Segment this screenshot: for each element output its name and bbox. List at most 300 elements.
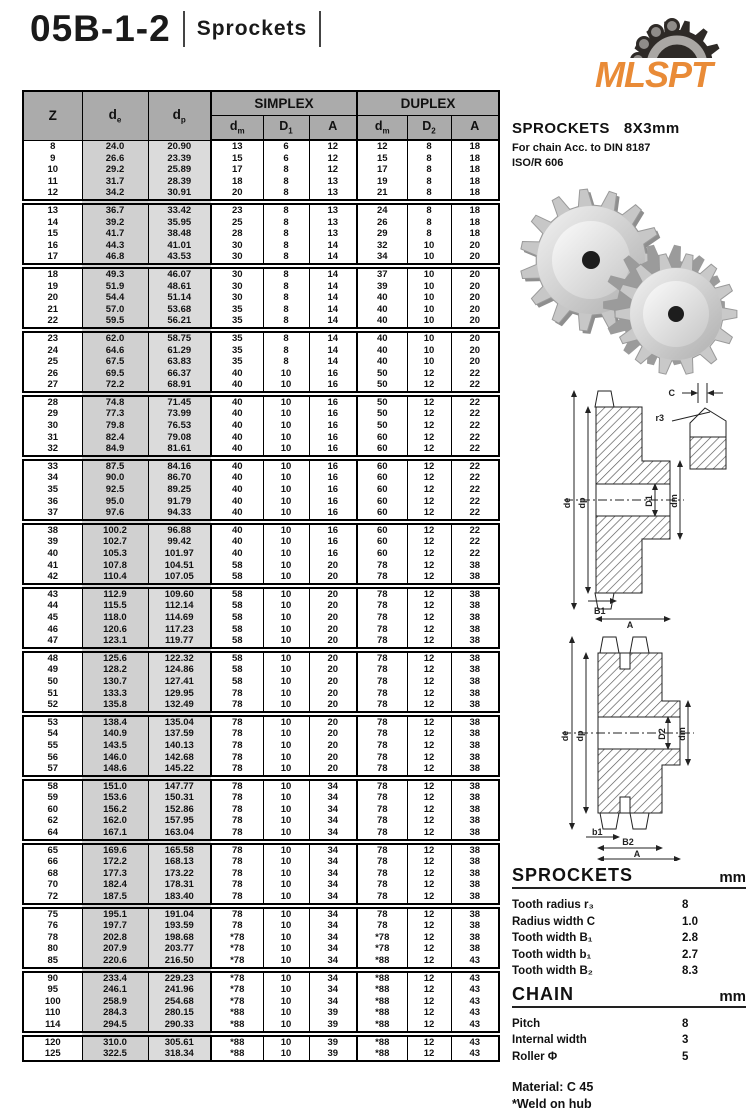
table-cell: 66 xyxy=(23,856,82,868)
table-cell: *88 xyxy=(211,1048,263,1061)
table-cell: 73.99 xyxy=(148,408,211,420)
table-row xyxy=(23,635,499,650)
sprocket-spec-list xyxy=(512,865,746,980)
row-group xyxy=(23,1034,499,1061)
table-cell: 12 xyxy=(407,443,451,458)
table-cell: 59.5 xyxy=(82,315,148,330)
table-cell: 16 xyxy=(309,522,357,537)
table-cell: 12 xyxy=(407,879,451,891)
table-cell: 34 xyxy=(309,920,357,932)
table-row xyxy=(23,868,499,880)
dim-label-dm: dm xyxy=(669,494,679,508)
table-cell: 16 xyxy=(309,432,357,444)
table-cell: 14 xyxy=(309,356,357,368)
table-cell: 16 xyxy=(309,496,357,508)
table-cell: *88 xyxy=(357,955,407,970)
table-cell: 70 xyxy=(23,879,82,891)
table-cell: 12 xyxy=(407,763,451,778)
table-row xyxy=(23,458,499,473)
table-cell: 78 xyxy=(211,728,263,740)
table-cell: 20 xyxy=(309,740,357,752)
table-cell: 10 xyxy=(263,522,309,537)
table-cell: 41.01 xyxy=(148,240,211,252)
table-cell: 12 xyxy=(407,699,451,714)
row-group xyxy=(23,970,499,1034)
table-row xyxy=(23,815,499,827)
table-row xyxy=(23,624,499,636)
table-cell: 150.31 xyxy=(148,792,211,804)
table-cell: 20 xyxy=(309,635,357,650)
table-cell: 13 xyxy=(309,187,357,202)
table-cell: 60 xyxy=(357,432,407,444)
table-cell: 26 xyxy=(357,217,407,229)
table-cell: 20 xyxy=(309,624,357,636)
weld-note: *Weld on hub xyxy=(512,1097,592,1111)
table-cell: *78 xyxy=(357,932,407,944)
table-cell: 246.1 xyxy=(82,984,148,996)
table-row xyxy=(23,548,499,560)
table-cell: 43.53 xyxy=(148,251,211,266)
table-cell: 49 xyxy=(23,664,82,676)
table-cell: 10 xyxy=(263,804,309,816)
table-row xyxy=(23,522,499,537)
table-cell: 79.08 xyxy=(148,432,211,444)
table-cell: 12 xyxy=(407,586,451,601)
table-cell: 34 xyxy=(23,472,82,484)
table-cell: 78 xyxy=(357,586,407,601)
table-cell: 16 xyxy=(309,368,357,380)
table-cell: 15 xyxy=(357,153,407,165)
table-cell: 34 xyxy=(309,879,357,891)
table-cell: 78 xyxy=(211,763,263,778)
table-cell: 43 xyxy=(451,955,499,970)
table-cell: 91.79 xyxy=(148,496,211,508)
table-cell: 28.39 xyxy=(148,176,211,188)
table-cell: 38 xyxy=(451,571,499,586)
table-cell: 55 xyxy=(23,740,82,752)
table-cell: 34 xyxy=(309,804,357,816)
table-cell: 14 xyxy=(309,266,357,281)
table-cell: 40 xyxy=(211,496,263,508)
table-cell: 78 xyxy=(357,650,407,665)
table-cell: 38 xyxy=(451,728,499,740)
table-cell: 40 xyxy=(357,330,407,345)
table-cell: 71.45 xyxy=(148,394,211,409)
table-cell: 10 xyxy=(263,458,309,473)
table-cell: 104.51 xyxy=(148,560,211,572)
table-cell: 294.5 xyxy=(82,1019,148,1034)
table-cell: 12 xyxy=(407,676,451,688)
table-cell: 14 xyxy=(309,292,357,304)
table-cell: 12 xyxy=(407,920,451,932)
din-standard: For chain Acc. to DIN 8187 xyxy=(512,142,651,154)
table-cell: 38 xyxy=(451,815,499,827)
table-cell: 29 xyxy=(357,228,407,240)
table-cell: 10 xyxy=(263,394,309,409)
table-cell: 16 xyxy=(309,379,357,394)
table-cell: 198.68 xyxy=(148,932,211,944)
table-cell: 20 xyxy=(309,571,357,586)
table-cell: 14 xyxy=(309,315,357,330)
table-cell: 310.0 xyxy=(82,1034,148,1049)
table-cell: 20 xyxy=(451,330,499,345)
brand-logo xyxy=(593,2,748,92)
table-cell: 10 xyxy=(263,932,309,944)
table-cell: 132.49 xyxy=(148,699,211,714)
table-cell: 40 xyxy=(211,522,263,537)
table-row xyxy=(23,330,499,345)
table-cell: 128.2 xyxy=(82,664,148,676)
table-cell: 13 xyxy=(309,228,357,240)
col-header-d1: $D_1$ xyxy=(263,116,309,141)
table-cell: 51.14 xyxy=(148,292,211,304)
table-cell: 77.3 xyxy=(82,408,148,420)
table-cell: 12 xyxy=(407,792,451,804)
table-cell: 34 xyxy=(309,827,357,842)
table-cell: 43 xyxy=(451,1034,499,1049)
table-cell: 8 xyxy=(407,164,451,176)
table-cell: 20 xyxy=(211,187,263,202)
table-cell: 23 xyxy=(23,330,82,345)
row-group xyxy=(23,522,499,586)
table-cell: 13 xyxy=(211,140,263,153)
table-row xyxy=(23,571,499,586)
table-cell: 78 xyxy=(357,804,407,816)
table-cell: 38 xyxy=(451,868,499,880)
table-row xyxy=(23,202,499,217)
table-cell: 10 xyxy=(263,868,309,880)
table-cell: 177.3 xyxy=(82,868,148,880)
table-cell: 34 xyxy=(309,955,357,970)
col-header-a-duplex: A xyxy=(451,116,499,141)
table-cell: 10 xyxy=(263,920,309,932)
right-panel xyxy=(512,120,746,1113)
table-row xyxy=(23,164,499,176)
table-cell: 10 xyxy=(263,600,309,612)
table-cell: 43 xyxy=(451,1019,499,1034)
table-row xyxy=(23,650,499,665)
table-cell: 60 xyxy=(357,522,407,537)
table-cell: 59 xyxy=(23,792,82,804)
table-cell: 13 xyxy=(309,176,357,188)
table-cell: 12 xyxy=(407,778,451,793)
table-cell: 10 xyxy=(407,356,451,368)
table-cell: 12 xyxy=(407,804,451,816)
spec-row: Roller Φ 5 xyxy=(512,1050,689,1063)
table-cell: 167.1 xyxy=(82,827,148,842)
table-cell: 169.6 xyxy=(82,842,148,857)
table-cell: 40 xyxy=(211,379,263,394)
row-group xyxy=(23,266,499,330)
table-cell: 12 xyxy=(407,996,451,1008)
table-row xyxy=(23,315,499,330)
table-cell: 26 xyxy=(23,368,82,380)
table-cell: 127.41 xyxy=(148,676,211,688)
table-row xyxy=(23,484,499,496)
row-group xyxy=(23,458,499,522)
table-cell: *88 xyxy=(357,970,407,985)
table-cell: 78 xyxy=(357,752,407,764)
table-cell: 8 xyxy=(263,251,309,266)
table-cell: 10 xyxy=(263,699,309,714)
table-cell: *78 xyxy=(211,943,263,955)
table-cell: *88 xyxy=(357,1034,407,1049)
table-cell: 78 xyxy=(211,856,263,868)
col-header-dm-simplex: $d_m$ xyxy=(211,116,263,141)
table-cell: 95 xyxy=(23,984,82,996)
table-cell: 78 xyxy=(357,920,407,932)
table-cell: 284.3 xyxy=(82,1007,148,1019)
chain-standard-note xyxy=(512,141,746,171)
table-cell: 30 xyxy=(211,266,263,281)
table-cell: 8 xyxy=(407,202,451,217)
table-cell: 129.95 xyxy=(148,688,211,700)
table-cell: 60 xyxy=(357,536,407,548)
table-cell: 76 xyxy=(23,920,82,932)
table-cell: 12 xyxy=(407,1048,451,1061)
table-cell: 12 xyxy=(407,906,451,921)
table-cell: 78 xyxy=(357,688,407,700)
table-cell: 12 xyxy=(357,140,407,153)
table-row xyxy=(23,856,499,868)
table-cell: 54.4 xyxy=(82,292,148,304)
table-cell: 62 xyxy=(23,815,82,827)
table-row xyxy=(23,251,499,266)
table-cell: 10 xyxy=(263,996,309,1008)
table-cell: 12 xyxy=(407,458,451,473)
table-row xyxy=(23,420,499,432)
table-cell: 72.2 xyxy=(82,379,148,394)
table-cell: 60 xyxy=(23,804,82,816)
table-cell: 35 xyxy=(211,330,263,345)
table-cell: 12 xyxy=(407,394,451,409)
table-cell: 53 xyxy=(23,714,82,729)
table-cell: 35.95 xyxy=(148,217,211,229)
table-row xyxy=(23,792,499,804)
table-cell: 20 xyxy=(451,292,499,304)
table-cell: 16 xyxy=(309,420,357,432)
table-cell: 38 xyxy=(451,920,499,932)
table-cell: 10 xyxy=(263,586,309,601)
table-cell: 41 xyxy=(23,560,82,572)
table-cell: *88 xyxy=(357,984,407,996)
table-cell: 12 xyxy=(407,728,451,740)
table-cell: 66.37 xyxy=(148,368,211,380)
table-cell: 43 xyxy=(451,984,499,996)
col-header-d2: $D_2$ xyxy=(407,116,451,141)
table-cell: 40 xyxy=(357,292,407,304)
table-cell: 27 xyxy=(23,379,82,394)
table-cell: 6 xyxy=(263,153,309,165)
chain-spec-rows xyxy=(512,1016,746,1066)
table-cell: 78 xyxy=(211,868,263,880)
product-heading xyxy=(512,120,746,137)
spec-row: Tooth width B₂ 8.3 xyxy=(512,965,698,977)
table-cell: 10 xyxy=(263,1048,309,1061)
table-cell: 12 xyxy=(407,740,451,752)
table-cell: 78 xyxy=(211,920,263,932)
table-row xyxy=(23,356,499,368)
table-cell: 14 xyxy=(23,217,82,229)
table-cell: *88 xyxy=(211,1007,263,1019)
table-cell: 220.6 xyxy=(82,955,148,970)
table-cell: 40 xyxy=(211,548,263,560)
table-cell: 52 xyxy=(23,699,82,714)
dim-label-r3: r3 xyxy=(655,413,664,423)
table-cell: 56 xyxy=(23,752,82,764)
table-cell: 33.42 xyxy=(148,202,211,217)
table-cell: 105.3 xyxy=(82,548,148,560)
table-cell: 53.68 xyxy=(148,304,211,316)
table-cell: 112.9 xyxy=(82,586,148,601)
table-cell: 12 xyxy=(407,571,451,586)
table-cell: 38 xyxy=(451,699,499,714)
table-cell: *78 xyxy=(211,996,263,1008)
table-cell: *88 xyxy=(357,996,407,1008)
table-cell: 34 xyxy=(309,891,357,906)
table-cell: 8 xyxy=(263,345,309,357)
table-cell: 78 xyxy=(357,560,407,572)
table-cell: 22 xyxy=(451,484,499,496)
table-cell: 38 xyxy=(451,560,499,572)
table-cell: 20 xyxy=(451,304,499,316)
table-row xyxy=(23,586,499,601)
table-cell: 10 xyxy=(263,728,309,740)
table-row xyxy=(23,943,499,955)
table-row xyxy=(23,496,499,508)
table-cell: 13 xyxy=(23,202,82,217)
table-row xyxy=(23,996,499,1008)
table-cell: 12 xyxy=(407,970,451,985)
table-cell: 9 xyxy=(23,153,82,165)
table-cell: 97.6 xyxy=(82,507,148,522)
table-cell: 82.4 xyxy=(82,432,148,444)
table-cell: 58 xyxy=(211,676,263,688)
table-cell: 114 xyxy=(23,1019,82,1034)
table-cell: 39 xyxy=(23,536,82,548)
table-cell: 68 xyxy=(23,868,82,880)
table-cell: 38 xyxy=(451,879,499,891)
table-cell: 40 xyxy=(357,345,407,357)
table-cell: 19 xyxy=(23,281,82,293)
table-cell: 12 xyxy=(407,432,451,444)
table-cell: 10 xyxy=(263,624,309,636)
table-cell: 60 xyxy=(357,507,407,522)
table-cell: 43 xyxy=(451,1007,499,1019)
table-cell: 20 xyxy=(451,266,499,281)
table-cell: 12 xyxy=(407,472,451,484)
table-cell: 40 xyxy=(211,394,263,409)
table-cell: 22 xyxy=(23,315,82,330)
table-cell: 78 xyxy=(23,932,82,944)
table-cell: 51.9 xyxy=(82,281,148,293)
table-cell: 12 xyxy=(407,612,451,624)
table-cell: 14 xyxy=(309,251,357,266)
spec-unit: mm xyxy=(719,869,746,886)
table-cell: 36.7 xyxy=(82,202,148,217)
table-cell: 12 xyxy=(407,1007,451,1019)
table-cell: 10 xyxy=(263,548,309,560)
table-row xyxy=(23,1048,499,1061)
table-cell: 24.0 xyxy=(82,140,148,153)
table-cell: 12 xyxy=(407,815,451,827)
table-cell: 137.59 xyxy=(148,728,211,740)
table-cell: 10 xyxy=(407,281,451,293)
table-cell: 62.0 xyxy=(82,330,148,345)
table-cell: 21 xyxy=(23,304,82,316)
table-cell: 28 xyxy=(23,394,82,409)
table-cell: 115.5 xyxy=(82,600,148,612)
spec-row: Pitch 8 xyxy=(512,1017,689,1030)
table-cell: 34 xyxy=(309,932,357,944)
table-cell: 50 xyxy=(357,379,407,394)
table-cell: 12 xyxy=(407,856,451,868)
table-cell: 318.34 xyxy=(148,1048,211,1061)
table-cell: 60 xyxy=(357,443,407,458)
table-cell: 34 xyxy=(309,984,357,996)
table-row xyxy=(23,879,499,891)
table-cell: 30.91 xyxy=(148,187,211,202)
table-cell: 22 xyxy=(451,432,499,444)
table-cell: 38 xyxy=(451,752,499,764)
table-cell: 40 xyxy=(357,304,407,316)
table-row xyxy=(23,176,499,188)
table-cell: 90 xyxy=(23,970,82,985)
table-cell: 58 xyxy=(211,664,263,676)
table-cell: 30 xyxy=(211,292,263,304)
table-cell: 8 xyxy=(263,356,309,368)
sprocket-dimensions-table xyxy=(22,90,500,1062)
table-cell: 10 xyxy=(263,943,309,955)
table-cell: 78 xyxy=(357,879,407,891)
table-cell: 22 xyxy=(451,496,499,508)
table-row xyxy=(23,714,499,729)
table-cell: 143.5 xyxy=(82,740,148,752)
table-cell: 78 xyxy=(211,740,263,752)
table-row xyxy=(23,676,499,688)
table-row xyxy=(23,612,499,624)
row-group xyxy=(23,906,499,970)
table-cell: 22 xyxy=(451,368,499,380)
table-cell: 34 xyxy=(309,943,357,955)
table-cell: 78 xyxy=(357,664,407,676)
table-cell: 12 xyxy=(309,153,357,165)
table-cell: 50 xyxy=(357,368,407,380)
table-cell: 38 xyxy=(451,792,499,804)
table-cell: 78 xyxy=(357,827,407,842)
table-cell: 10 xyxy=(263,752,309,764)
table-cell: 172.2 xyxy=(82,856,148,868)
table-cell: 14 xyxy=(309,330,357,345)
table-cell: 122.32 xyxy=(148,650,211,665)
table-cell: 50 xyxy=(23,676,82,688)
table-cell: 78 xyxy=(357,815,407,827)
table-cell: 79.8 xyxy=(82,420,148,432)
table-cell: 168.13 xyxy=(148,856,211,868)
table-cell: 78 xyxy=(357,842,407,857)
sprocket-spec-rows xyxy=(512,897,746,980)
spec-row: Tooth width B₁ 2.8 xyxy=(512,932,698,944)
table-cell: 92.5 xyxy=(82,484,148,496)
table-cell: 39 xyxy=(357,281,407,293)
table-cell: 20 xyxy=(309,600,357,612)
dim-label-d1: D1 xyxy=(644,495,654,507)
table-cell: 31.7 xyxy=(82,176,148,188)
dim-label-a: A xyxy=(633,849,641,859)
table-cell: 10 xyxy=(263,408,309,420)
dim-label-b1: B1 xyxy=(594,606,606,616)
table-cell: 12 xyxy=(407,1019,451,1034)
